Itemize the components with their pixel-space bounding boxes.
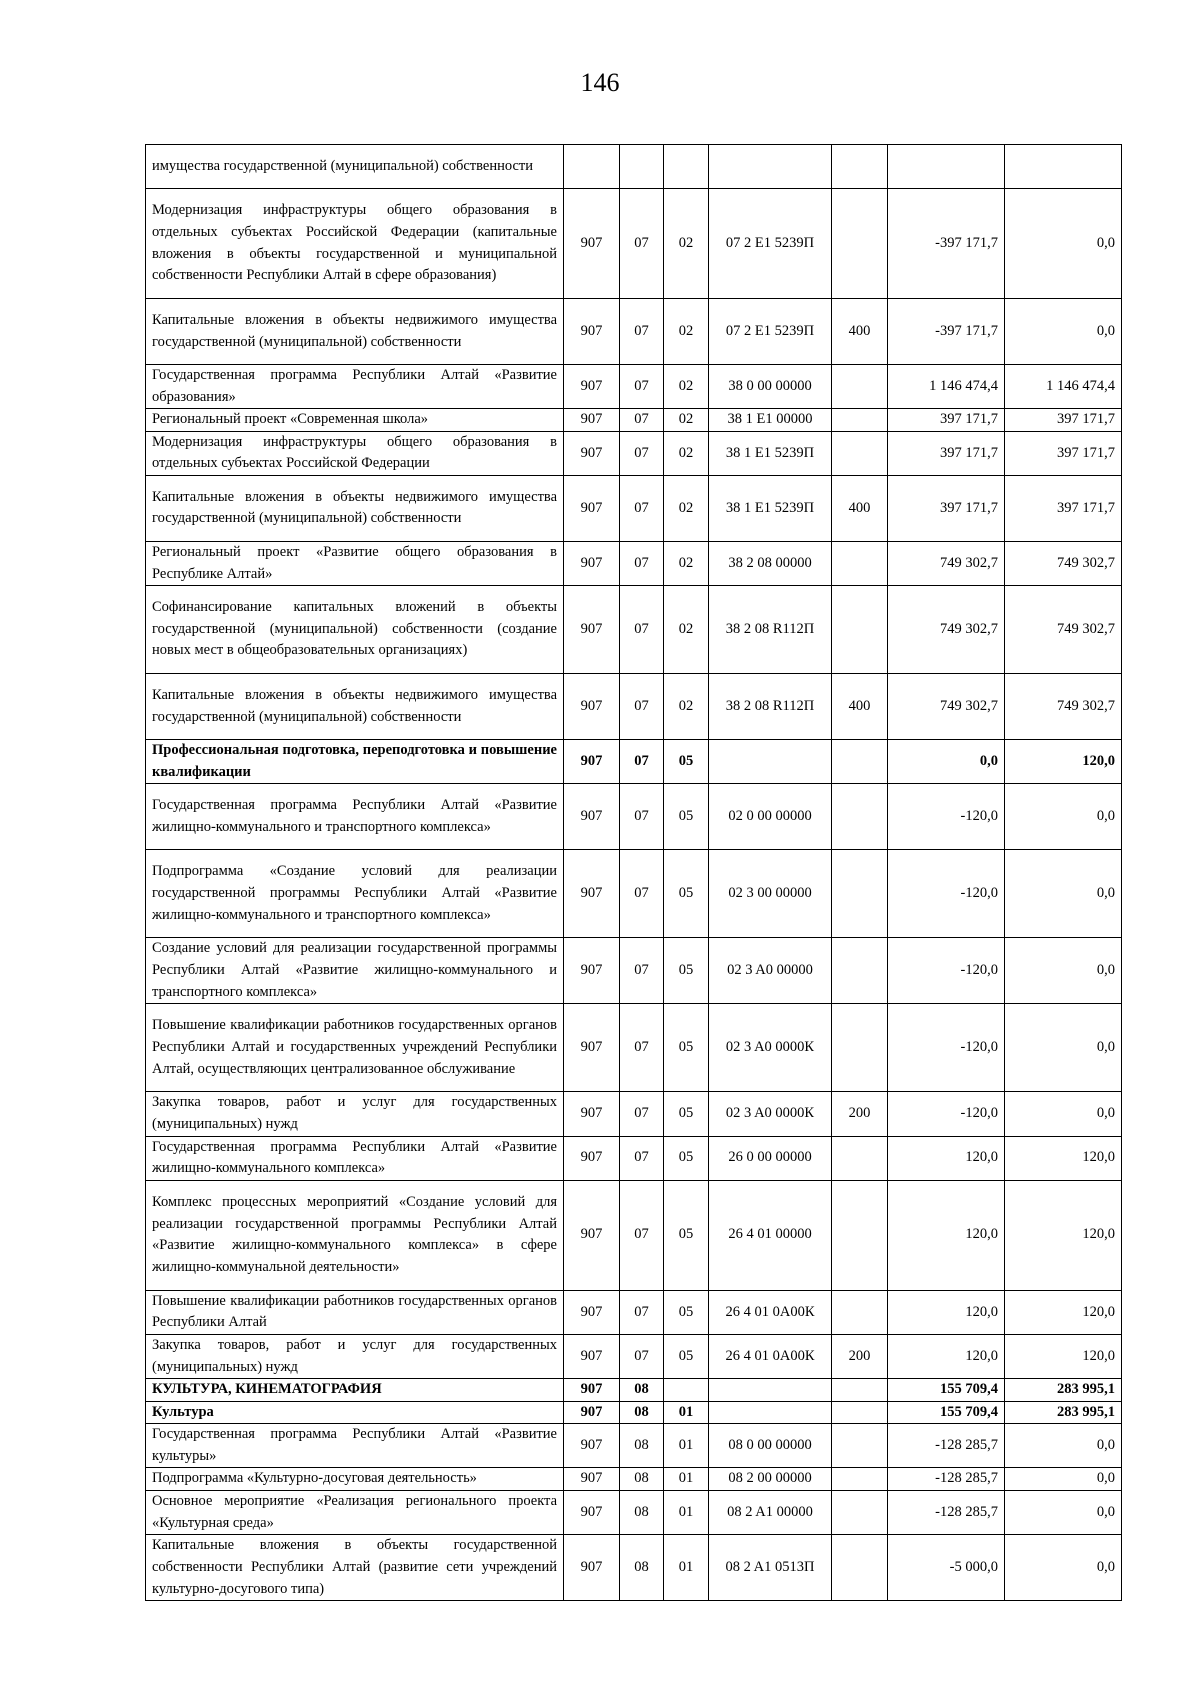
target-article-code-cell: 08 2 A1 0513П — [709, 1535, 832, 1601]
row-name-cell: Государственная программа Республики Алтай «Развитие образования» — [146, 365, 564, 409]
section-code-cell: 07 — [620, 740, 664, 784]
amount-year-2-cell: 0,0 — [1005, 850, 1122, 938]
subsection-code-cell: 02 — [664, 674, 709, 740]
table-row — [146, 189, 1122, 299]
ministry-code-cell: 907 — [564, 1004, 620, 1092]
row-name-cell: Софинансирование капитальных вложений в объекты государственной (муниципальной) собственности (создание новых мест в общеобразовательных организациях) — [146, 586, 564, 674]
target-article-code-cell: 26 4 01 0A00К — [709, 1334, 832, 1378]
target-article-code-cell: 38 1 E1 00000 — [709, 409, 832, 432]
expense-type-code-cell — [832, 145, 888, 189]
subsection-code-cell: 02 — [664, 541, 709, 585]
target-article-code-cell: 07 2 E1 5239П — [709, 189, 832, 299]
amount-year-1-cell: -5 000,0 — [888, 1535, 1005, 1601]
section-code-cell: 08 — [620, 1491, 664, 1535]
section-code-cell — [620, 145, 664, 189]
amount-year-1-cell: 0,0 — [888, 740, 1005, 784]
table-row — [146, 674, 1122, 740]
amount-year-1-cell: 120,0 — [888, 1136, 1005, 1180]
subsection-code-cell: 01 — [664, 1468, 709, 1491]
amount-year-1-cell: 749 302,7 — [888, 586, 1005, 674]
amount-year-1-cell: -128 285,7 — [888, 1491, 1005, 1535]
target-article-code-cell: 02 3 A0 0000К — [709, 1092, 832, 1136]
section-code-cell: 07 — [620, 938, 664, 1004]
amount-year-2-cell: 749 302,7 — [1005, 674, 1122, 740]
subsection-code-cell: 05 — [664, 1004, 709, 1092]
target-article-code-cell: 38 2 08 00000 — [709, 541, 832, 585]
ministry-code-cell: 907 — [564, 1424, 620, 1468]
table-row — [146, 145, 1122, 189]
subsection-code-cell: 01 — [664, 1401, 709, 1424]
ministry-code-cell: 907 — [564, 1092, 620, 1136]
ministry-code-cell: 907 — [564, 586, 620, 674]
row-name-cell: Основное мероприятие «Реализация регионального проекта «Культурная среда» — [146, 1491, 564, 1535]
amount-year-2-cell: 0,0 — [1005, 1092, 1122, 1136]
table-row — [146, 1092, 1122, 1136]
expense-type-code-cell — [832, 409, 888, 432]
row-name-cell: Подпрограмма «Культурно-досуговая деятельность» — [146, 1468, 564, 1491]
section-code-cell: 08 — [620, 1468, 664, 1491]
ministry-code-cell: 907 — [564, 938, 620, 1004]
table-row — [146, 1136, 1122, 1180]
expense-type-code-cell — [832, 1535, 888, 1601]
ministry-code-cell: 907 — [564, 784, 620, 850]
expense-type-code-cell — [832, 1136, 888, 1180]
amount-year-2-cell: 283 995,1 — [1005, 1379, 1122, 1402]
target-article-code-cell: 38 0 00 00000 — [709, 365, 832, 409]
expense-type-code-cell — [832, 1491, 888, 1535]
table-row — [146, 1180, 1122, 1290]
ministry-code-cell: 907 — [564, 1401, 620, 1424]
amount-year-2-cell: 0,0 — [1005, 1004, 1122, 1092]
amount-year-1-cell: 1 146 474,4 — [888, 365, 1005, 409]
row-name-cell: Капитальные вложения в объекты недвижимого имущества государственной (муниципальной) собственности — [146, 299, 564, 365]
ministry-code-cell: 907 — [564, 1491, 620, 1535]
row-name-cell: Закупка товаров, работ и услуг для государственных (муниципальных) нужд — [146, 1334, 564, 1378]
row-name-cell: Капитальные вложения в объекты недвижимого имущества государственной (муниципальной) собственности — [146, 475, 564, 541]
ministry-code-cell: 907 — [564, 189, 620, 299]
section-code-cell: 07 — [620, 365, 664, 409]
amount-year-1-cell: -120,0 — [888, 938, 1005, 1004]
expense-type-code-cell: 200 — [832, 1334, 888, 1378]
subsection-code-cell: 05 — [664, 938, 709, 1004]
target-article-code-cell: 26 4 01 00000 — [709, 1180, 832, 1290]
table-row — [146, 740, 1122, 784]
target-article-code-cell: 38 1 E1 5239П — [709, 431, 832, 475]
amount-year-1-cell: -128 285,7 — [888, 1424, 1005, 1468]
section-code-cell: 07 — [620, 541, 664, 585]
ministry-code-cell: 907 — [564, 409, 620, 432]
amount-year-1-cell: 120,0 — [888, 1334, 1005, 1378]
target-article-code-cell — [709, 740, 832, 784]
table-row — [146, 586, 1122, 674]
ministry-code-cell: 907 — [564, 1136, 620, 1180]
row-name-cell: имущества государственной (муниципальной) собственности — [146, 145, 564, 189]
table-row — [146, 299, 1122, 365]
amount-year-2-cell: 120,0 — [1005, 1290, 1122, 1334]
row-name-cell: Модернизация инфраструктуры общего образования в отдельных субъектах Российской Федерации — [146, 431, 564, 475]
row-name-cell: Закупка товаров, работ и услуг для государственных (муниципальных) нужд — [146, 1092, 564, 1136]
section-code-cell: 07 — [620, 475, 664, 541]
target-article-code-cell: 08 2 00 00000 — [709, 1468, 832, 1491]
expense-type-code-cell: 200 — [832, 1092, 888, 1136]
expense-type-code-cell — [832, 586, 888, 674]
expense-type-code-cell — [832, 189, 888, 299]
subsection-code-cell: 05 — [664, 850, 709, 938]
table-row — [146, 365, 1122, 409]
subsection-code-cell: 05 — [664, 1092, 709, 1136]
subsection-code-cell: 02 — [664, 365, 709, 409]
target-article-code-cell: 38 1 E1 5239П — [709, 475, 832, 541]
expense-type-code-cell — [832, 1290, 888, 1334]
section-code-cell: 07 — [620, 1092, 664, 1136]
amount-year-2-cell: 0,0 — [1005, 1491, 1122, 1535]
section-code-cell: 07 — [620, 784, 664, 850]
amount-year-2-cell: 0,0 — [1005, 784, 1122, 850]
subsection-code-cell: 05 — [664, 784, 709, 850]
ministry-code-cell: 907 — [564, 541, 620, 585]
row-name-cell: Государственная программа Республики Алтай «Развитие жилищно-коммунального комплекса» — [146, 1136, 564, 1180]
table-row — [146, 431, 1122, 475]
ministry-code-cell: 907 — [564, 1290, 620, 1334]
subsection-code-cell: 01 — [664, 1535, 709, 1601]
section-code-cell: 07 — [620, 431, 664, 475]
table-row — [146, 850, 1122, 938]
target-article-code-cell: 07 2 E1 5239П — [709, 299, 832, 365]
ministry-code-cell: 907 — [564, 1334, 620, 1378]
budget-table — [145, 144, 1122, 1601]
table-row — [146, 541, 1122, 585]
amount-year-2-cell: 397 171,7 — [1005, 409, 1122, 432]
amount-year-2-cell: 120,0 — [1005, 740, 1122, 784]
section-code-cell: 07 — [620, 1136, 664, 1180]
ministry-code-cell — [564, 145, 620, 189]
table-row — [146, 1424, 1122, 1468]
amount-year-2-cell: 0,0 — [1005, 1424, 1122, 1468]
amount-year-1-cell: -128 285,7 — [888, 1468, 1005, 1491]
ministry-code-cell: 907 — [564, 740, 620, 784]
row-name-cell: Капитальные вложения в объекты государственной собственности Республики Алтай (развитие сети учреждений культурно-досугового типа) — [146, 1535, 564, 1601]
subsection-code-cell: 01 — [664, 1491, 709, 1535]
subsection-code-cell — [664, 1379, 709, 1402]
subsection-code-cell: 02 — [664, 409, 709, 432]
expense-type-code-cell — [832, 784, 888, 850]
ministry-code-cell: 907 — [564, 299, 620, 365]
subsection-code-cell: 05 — [664, 1136, 709, 1180]
subsection-code-cell: 02 — [664, 299, 709, 365]
subsection-code-cell: 05 — [664, 1180, 709, 1290]
row-name-cell: Модернизация инфраструктуры общего образования в отдельных субъектах Российской Федерации (капитальные вложения в объекты государственной и муниципальной собственности Республики Алтай в сфере образования) — [146, 189, 564, 299]
expense-type-code-cell — [832, 431, 888, 475]
amount-year-2-cell: 120,0 — [1005, 1180, 1122, 1290]
section-code-cell: 07 — [620, 1290, 664, 1334]
amount-year-1-cell: 120,0 — [888, 1180, 1005, 1290]
amount-year-1-cell: 120,0 — [888, 1290, 1005, 1334]
row-name-cell: Создание условий для реализации государственной программы Республики Алтай «Развитие жилищно-коммунального и транспортного комплекса» — [146, 938, 564, 1004]
amount-year-1-cell: 397 171,7 — [888, 409, 1005, 432]
amount-year-2-cell: 283 995,1 — [1005, 1401, 1122, 1424]
section-code-cell: 07 — [620, 409, 664, 432]
amount-year-2-cell: 397 171,7 — [1005, 431, 1122, 475]
row-name-cell: Повышение квалификации работников государственных органов Республики Алтай и государственных учреждений Республики Алтай, осуществляющих централизованное обслуживание — [146, 1004, 564, 1092]
row-name-cell: Комплекс процессных мероприятий «Создание условий для реализации государственной программы Республики Алтай «Развитие жилищно-коммунального комплекса» в сфере жилищно-коммунальной деятельности» — [146, 1180, 564, 1290]
amount-year-1-cell: -120,0 — [888, 1004, 1005, 1092]
expense-type-code-cell — [832, 365, 888, 409]
amount-year-1-cell: 397 171,7 — [888, 475, 1005, 541]
amount-year-2-cell: 120,0 — [1005, 1334, 1122, 1378]
amount-year-2-cell: 749 302,7 — [1005, 541, 1122, 585]
expense-type-code-cell: 400 — [832, 299, 888, 365]
table-row — [146, 1290, 1122, 1334]
subsection-code-cell — [664, 145, 709, 189]
amount-year-2-cell: 0,0 — [1005, 1535, 1122, 1601]
subsection-code-cell: 05 — [664, 1334, 709, 1378]
amount-year-2-cell: 120,0 — [1005, 1136, 1122, 1180]
table-row — [146, 1535, 1122, 1601]
ministry-code-cell: 907 — [564, 1535, 620, 1601]
section-code-cell: 07 — [620, 674, 664, 740]
section-code-cell: 08 — [620, 1401, 664, 1424]
target-article-code-cell: 38 2 08 R112П — [709, 674, 832, 740]
table-row — [146, 784, 1122, 850]
expense-type-code-cell — [832, 1004, 888, 1092]
row-name-cell: Профессиональная подготовка, переподготовка и повышение квалификации — [146, 740, 564, 784]
expense-type-code-cell — [832, 850, 888, 938]
ministry-code-cell: 907 — [564, 475, 620, 541]
expense-type-code-cell — [832, 1424, 888, 1468]
section-code-cell: 07 — [620, 850, 664, 938]
section-code-cell: 07 — [620, 586, 664, 674]
target-article-code-cell: 08 0 00 00000 — [709, 1424, 832, 1468]
row-name-cell: Региональный проект «Развитие общего образования в Республике Алтай» — [146, 541, 564, 585]
amount-year-2-cell: 0,0 — [1005, 189, 1122, 299]
target-article-code-cell — [709, 1379, 832, 1402]
row-name-cell: Подпрограмма «Создание условий для реализации государственной программы Республики Алтай «Развитие жилищно-коммунального и транспортного комплекса» — [146, 850, 564, 938]
subsection-code-cell: 02 — [664, 475, 709, 541]
subsection-code-cell: 02 — [664, 586, 709, 674]
row-name-cell: Культура — [146, 1401, 564, 1424]
target-article-code-cell — [709, 145, 832, 189]
amount-year-1-cell: 749 302,7 — [888, 674, 1005, 740]
amount-year-2-cell: 0,0 — [1005, 938, 1122, 1004]
ministry-code-cell: 907 — [564, 1468, 620, 1491]
subsection-code-cell: 05 — [664, 1290, 709, 1334]
amount-year-2-cell: 0,0 — [1005, 299, 1122, 365]
section-code-cell: 07 — [620, 299, 664, 365]
ministry-code-cell: 907 — [564, 431, 620, 475]
amount-year-2-cell: 397 171,7 — [1005, 475, 1122, 541]
target-article-code-cell — [709, 1401, 832, 1424]
section-code-cell: 08 — [620, 1379, 664, 1402]
amount-year-1-cell: 749 302,7 — [888, 541, 1005, 585]
target-article-code-cell: 08 2 A1 00000 — [709, 1491, 832, 1535]
row-name-cell: Государственная программа Республики Алтай «Развитие культуры» — [146, 1424, 564, 1468]
amount-year-1-cell: 155 709,4 — [888, 1401, 1005, 1424]
row-name-cell: Региональный проект «Современная школа» — [146, 409, 564, 432]
section-code-cell: 07 — [620, 1334, 664, 1378]
target-article-code-cell: 02 3 A0 00000 — [709, 938, 832, 1004]
section-code-cell: 08 — [620, 1424, 664, 1468]
amount-year-1-cell: 397 171,7 — [888, 431, 1005, 475]
expense-type-code-cell: 400 — [832, 475, 888, 541]
expense-type-code-cell — [832, 1468, 888, 1491]
section-code-cell: 07 — [620, 189, 664, 299]
amount-year-1-cell: 155 709,4 — [888, 1379, 1005, 1402]
expense-type-code-cell — [832, 938, 888, 1004]
table-row — [146, 1468, 1122, 1491]
row-name-cell: КУЛЬТУРА, КИНЕМАТОГРАФИЯ — [146, 1379, 564, 1402]
row-name-cell: Государственная программа Республики Алтай «Развитие жилищно-коммунального и транспортного комплекса» — [146, 784, 564, 850]
expense-type-code-cell — [832, 541, 888, 585]
amount-year-2-cell: 1 146 474,4 — [1005, 365, 1122, 409]
amount-year-2-cell: 749 302,7 — [1005, 586, 1122, 674]
target-article-code-cell: 38 2 08 R112П — [709, 586, 832, 674]
amount-year-1-cell: -120,0 — [888, 850, 1005, 938]
target-article-code-cell: 02 3 00 00000 — [709, 850, 832, 938]
amount-year-2-cell: 0,0 — [1005, 1468, 1122, 1491]
subsection-code-cell: 05 — [664, 740, 709, 784]
table-row — [146, 1491, 1122, 1535]
subsection-code-cell: 02 — [664, 431, 709, 475]
table-row — [146, 1004, 1122, 1092]
table-row — [146, 1379, 1122, 1402]
expense-type-code-cell — [832, 740, 888, 784]
table-row — [146, 1334, 1122, 1378]
ministry-code-cell: 907 — [564, 365, 620, 409]
ministry-code-cell: 907 — [564, 674, 620, 740]
table-row — [146, 475, 1122, 541]
target-article-code-cell: 02 3 A0 0000К — [709, 1004, 832, 1092]
expense-type-code-cell: 400 — [832, 674, 888, 740]
table-row — [146, 1401, 1122, 1424]
table-row — [146, 409, 1122, 432]
subsection-code-cell: 01 — [664, 1424, 709, 1468]
section-code-cell: 08 — [620, 1535, 664, 1601]
section-code-cell: 07 — [620, 1004, 664, 1092]
amount-year-1-cell — [888, 145, 1005, 189]
ministry-code-cell: 907 — [564, 1180, 620, 1290]
target-article-code-cell: 26 4 01 0A00К — [709, 1290, 832, 1334]
row-name-cell: Капитальные вложения в объекты недвижимого имущества государственной (муниципальной) собственности — [146, 674, 564, 740]
page-number: 146 — [580, 68, 620, 97]
target-article-code-cell: 26 0 00 00000 — [709, 1136, 832, 1180]
amount-year-1-cell: -397 171,7 — [888, 299, 1005, 365]
amount-year-1-cell: -397 171,7 — [888, 189, 1005, 299]
ministry-code-cell: 907 — [564, 850, 620, 938]
amount-year-1-cell: -120,0 — [888, 1092, 1005, 1136]
target-article-code-cell: 02 0 00 00000 — [709, 784, 832, 850]
table-row — [146, 938, 1122, 1004]
subsection-code-cell: 02 — [664, 189, 709, 299]
section-code-cell: 07 — [620, 1180, 664, 1290]
amount-year-2-cell — [1005, 145, 1122, 189]
expense-type-code-cell — [832, 1180, 888, 1290]
ministry-code-cell: 907 — [564, 1379, 620, 1402]
expense-type-code-cell — [832, 1401, 888, 1424]
row-name-cell: Повышение квалификации работников государственных органов Республики Алтай — [146, 1290, 564, 1334]
expense-type-code-cell — [832, 1379, 888, 1402]
amount-year-1-cell: -120,0 — [888, 784, 1005, 850]
